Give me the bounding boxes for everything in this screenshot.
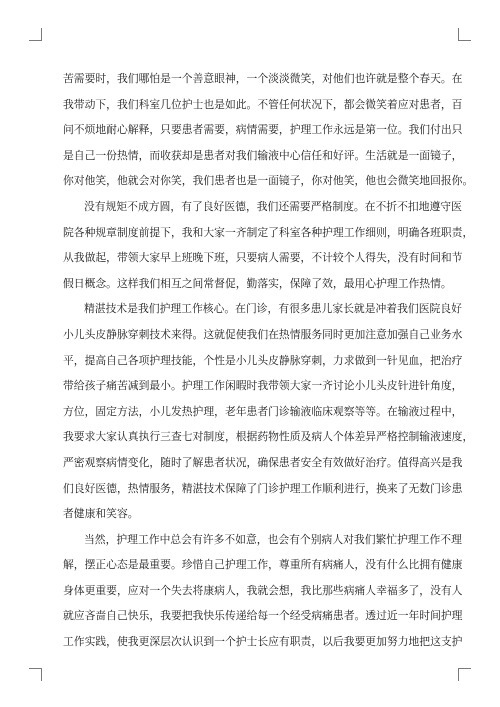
- text-line: 假日概念。这样我们相互之间常督促，勤落实，保障了效，最用心护理工作热情。: [63, 276, 452, 290]
- document-body: [63, 66, 474, 655]
- text-line: 者健康和笑容。: [63, 507, 139, 521]
- text-line: 当然，护理工作中总会有许多不如意，也会有个别病人对我们繁忙护理工作不理: [84, 532, 462, 546]
- text-line: 院各种规章制度前提下，我和大家一齐制定了科室各种护理工作细则，明确各班职责，: [63, 225, 474, 239]
- text-line: 平，提高自己各项护理技能，个性是小儿头皮静脉穿刺，力求做到一针见血，把治疗: [63, 353, 463, 367]
- text-line: 身体更重要，应对一个失去将康病人，我就会想，我比那些病痛人幸福多了，没有人: [63, 583, 463, 597]
- text-line: 解，摆正心态是最重要。珍惜自己护理工作，尊重所有病痛人，没有什么比拥有健康: [63, 558, 463, 572]
- text-line: 就应吝啬自己快乐，我要把我快乐传递给每一个经受病痛患者。透过近一年时间护理: [63, 609, 463, 623]
- text-line: 我要求大家认真执行三查七对制度，根据药物性质及病人个体差异严格控制输液速度，: [63, 430, 474, 444]
- text-line: 没有规矩不成方圆，有了良好医德，我们还需要严格制度。在不折不扣地遵守医: [84, 199, 462, 213]
- text-line: 你对他笑，他就会对你笑，我们患者也是一面镜子，你对他笑，他也会微笑地回报你。: [63, 174, 474, 188]
- text-line: 是自己一份热情，而收获却是患者对我们输液中心信任和好评。生活就是一面镜子，: [63, 148, 463, 162]
- text-line: 小儿头皮静脉穿刺技术来得。这就促使我们在热情服务同时更加注意加强自己业务水: [63, 327, 463, 341]
- text-line: 苦需要时，我们哪怕是一个善意眼神，一个淡淡微笑，对他们也许就是整个春天。在: [63, 72, 463, 85]
- text-line: 方位，固定方法，小儿发热护理，老年患者门诊输液临床观察等等。在输液过程中，: [63, 404, 463, 418]
- text-line: 精湛技术是我们护理工作核心。在门诊，有很多患儿家长就是冲着我们医院良好: [84, 302, 462, 316]
- text-line: 从我做起，带领大家早上班晚下班，只要病人需要，不计较个人得失，没有时间和节: [63, 251, 463, 265]
- text-line: 问不烦地耐心解释，只要患者需要，病情需要，护理工作永远是第一位。我们付出只: [63, 123, 463, 137]
- text-line: 带给孩子痛苦减到最小。护理工作闲暇时我带领大家一齐讨论小儿头皮针进针角度，: [63, 379, 463, 393]
- text-line: 工作实践，使我更深层次认识到一个护士长应有职责，以后我要更加努力地把这支护: [63, 635, 463, 649]
- crop-mark-bottom-right: [458, 668, 471, 681]
- crop-mark-bottom-left: [29, 668, 42, 681]
- crop-mark-top-left: [29, 28, 42, 41]
- text-line: 严密观察病情变化，随时了解患者状况，确保患者安全有效做好治疗。值得高兴是我: [63, 455, 463, 469]
- crop-mark-top-right: [458, 28, 471, 41]
- text-line: 们良好医德，热情服务，精湛技术保障了门诊护理工作顺利进行，换来了无数门诊患: [63, 481, 463, 495]
- text-line: 我带动下，我们科室几位护士也是如此。不管任何状况下，都会微笑着应对患者，百: [63, 97, 463, 111]
